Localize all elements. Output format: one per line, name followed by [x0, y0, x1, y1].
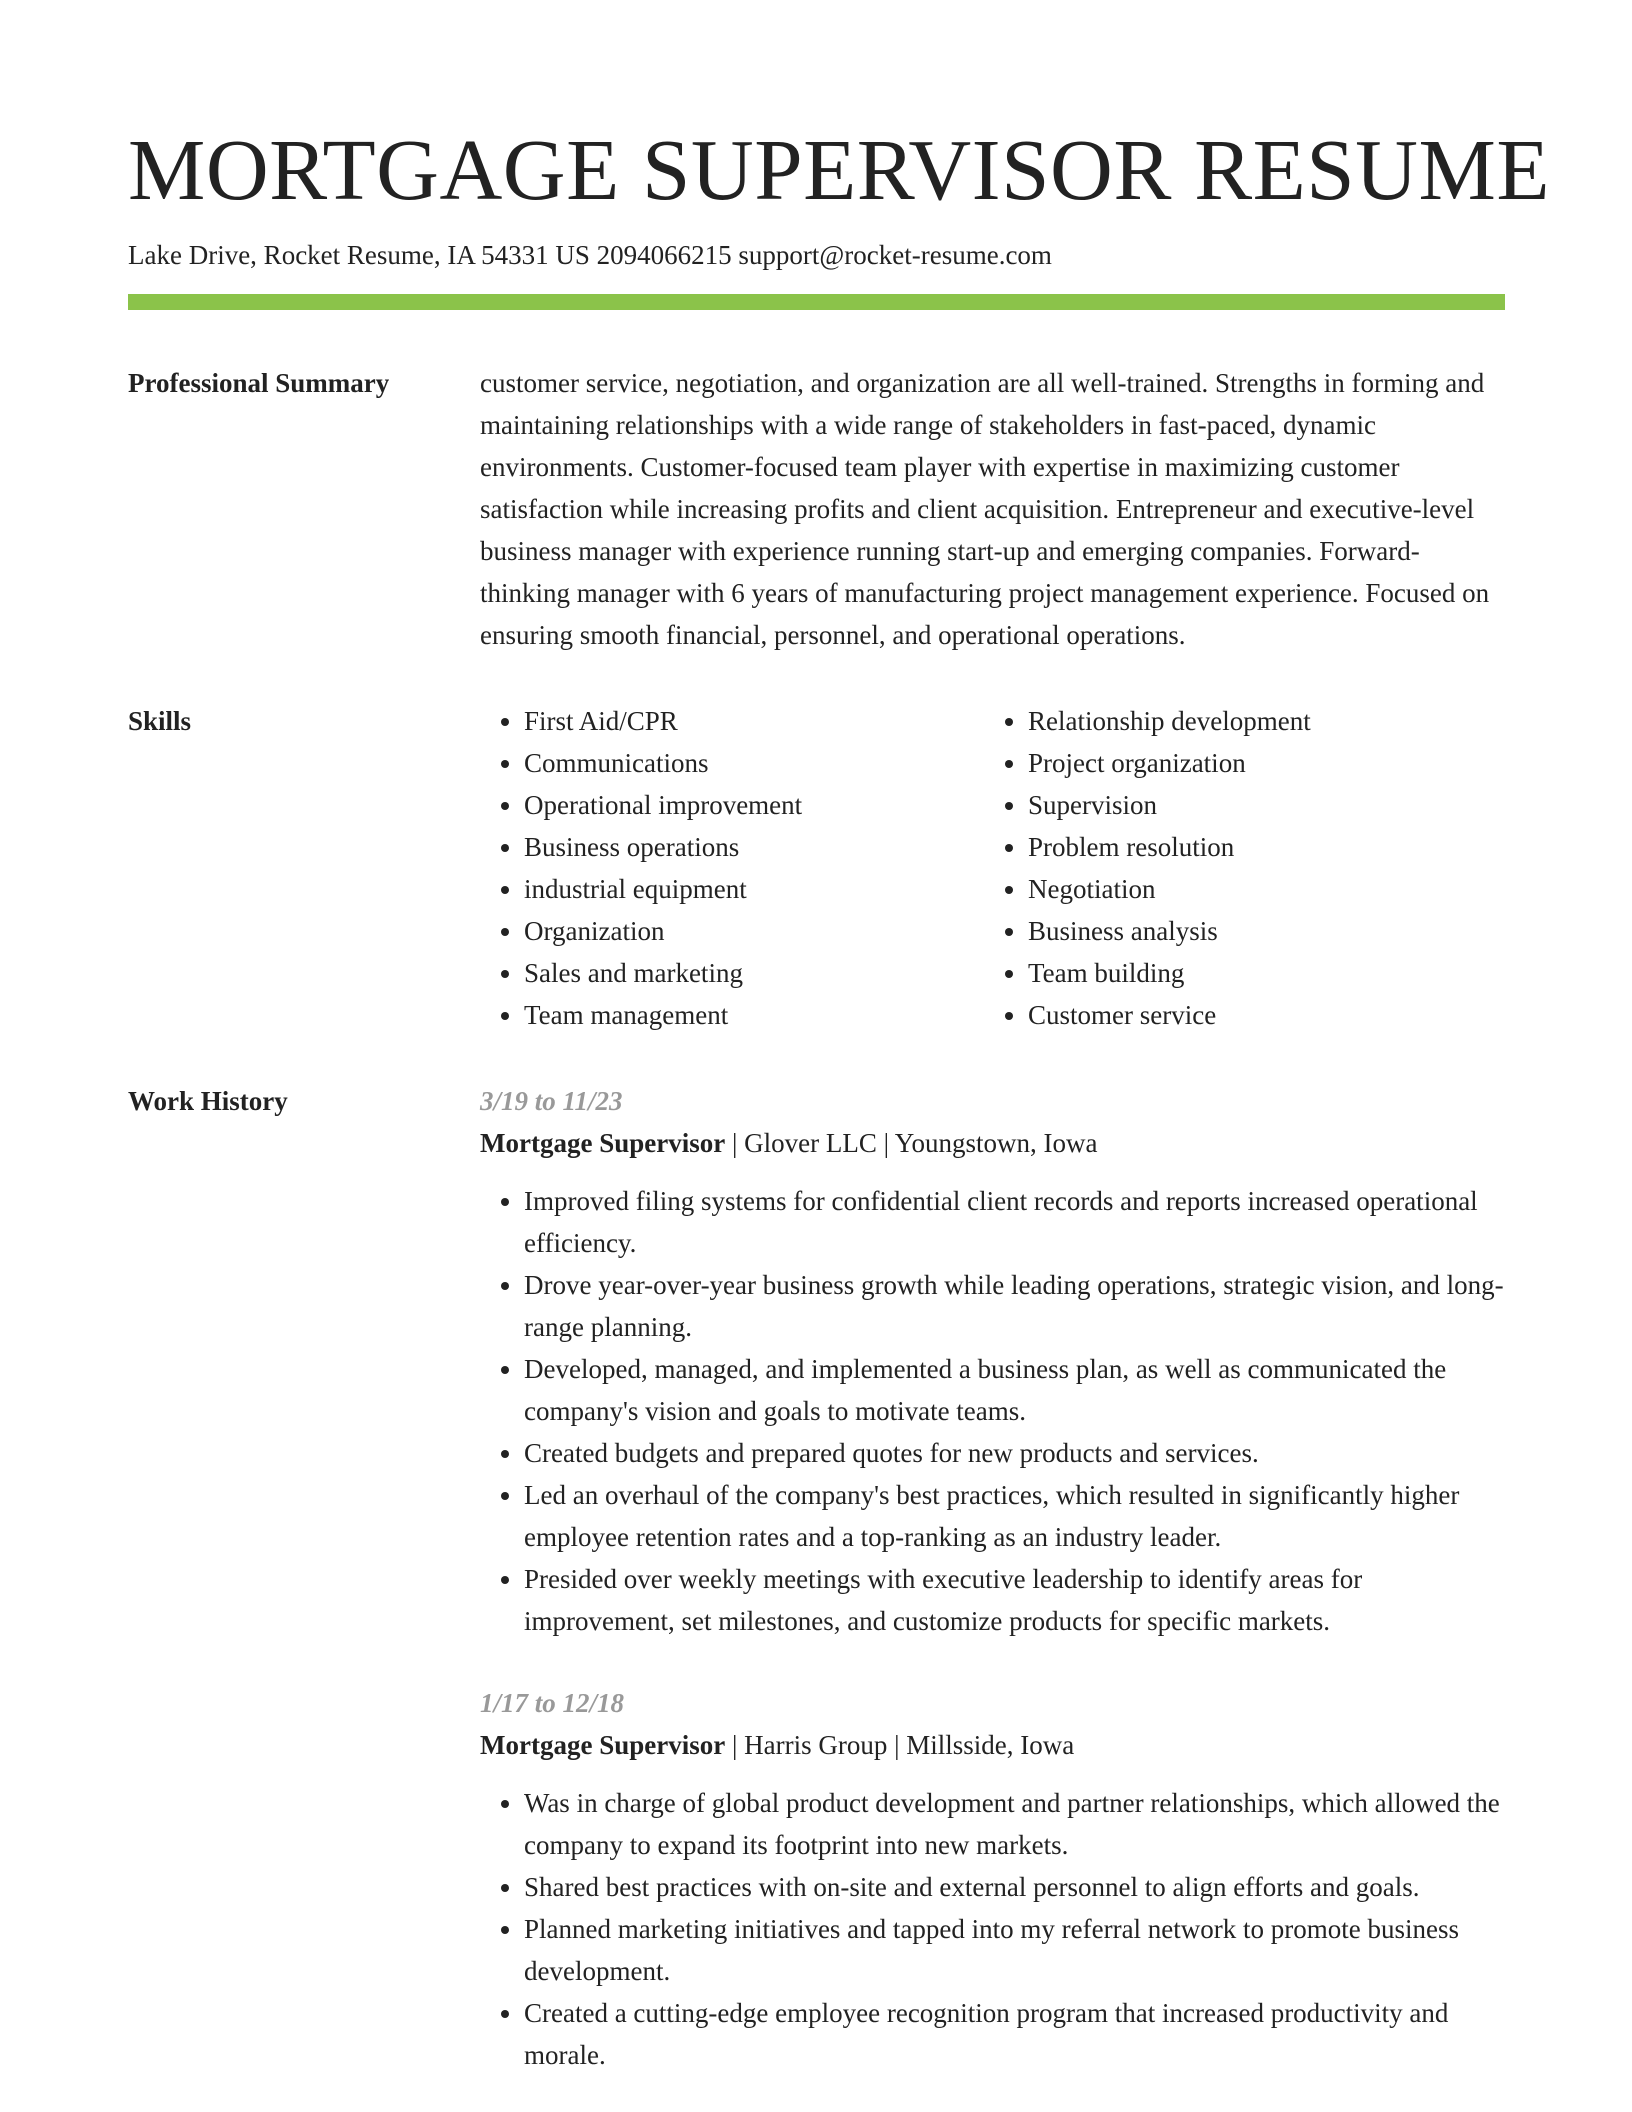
summary-heading: Professional Summary — [128, 368, 390, 398]
skill-item: • Operational improvement — [524, 784, 984, 826]
job-title: Mortgage Supervisor — [480, 1730, 726, 1760]
job-bullet: • Created a cutting-edge employee recognition program that increased productivity and morale. — [524, 1992, 1505, 2076]
skills-body — [480, 700, 1505, 1036]
skill-item: • Problem resolution — [1028, 826, 1505, 868]
accent-divider — [128, 294, 1505, 310]
skill-item: • Supervision — [1028, 784, 1505, 826]
skill-item: • Team management — [524, 994, 984, 1036]
job-bullet: • Improved filing systems for confidential client records and reports increased operational efficiency. — [524, 1180, 1505, 1264]
skills-column-2 — [984, 700, 1505, 1036]
skill-item: • First Aid/CPR — [524, 700, 984, 742]
job-location: Youngstown, Iowa — [894, 1128, 1098, 1158]
contact-line: Lake Drive, Rocket Resume, IA 54331 US 2094066215 support@rocket-resume.com — [128, 240, 1052, 270]
job-company: Harris Group — [744, 1730, 888, 1760]
job-dates: 3/19 to 11/23 — [480, 1086, 623, 1116]
skills-column-1 — [480, 700, 984, 1036]
job-separator: | — [725, 1730, 745, 1760]
job-bullet: • Planned marketing initiatives and tapped into my referral network to promote business development. — [524, 1908, 1505, 1992]
resume-page — [128, 0, 1550, 2076]
job-title: Mortgage Supervisor — [480, 1128, 726, 1158]
job-dates: 1/17 to 12/18 — [480, 1688, 625, 1718]
work-history-section — [128, 1080, 1505, 2076]
skill-item: • Organization — [524, 910, 984, 952]
job-company: Glover LLC — [744, 1128, 877, 1158]
job-bullet-list — [480, 1180, 1505, 1642]
skill-item: • Customer service — [1028, 994, 1505, 1036]
skill-item: • Project organization — [1028, 742, 1505, 784]
work-history-heading: Work History — [128, 1086, 288, 1116]
skill-item: • industrial equipment — [524, 868, 984, 910]
skill-item: • Negotiation — [1028, 868, 1505, 910]
job-bullet: • Was in charge of global product development and partner relationships, which allowed the company to expand its footprint into new markets. — [524, 1782, 1505, 1866]
job-separator: | — [887, 1730, 907, 1760]
job-bullet: • Developed, managed, and implemented a business plan, as well as communicated the company's vision and goals to motivate teams. — [524, 1348, 1505, 1432]
job-bullet-list — [480, 1782, 1505, 2076]
job-bullet: • Shared best practices with on-site and external personnel to align efforts and goals. — [524, 1866, 1505, 1908]
skills-heading: Skills — [128, 706, 192, 736]
resume-title: MORTGAGE SUPERVISOR RESUME — [128, 121, 1550, 218]
skill-item: • Business analysis — [1028, 910, 1505, 952]
skills-section — [128, 700, 1505, 1036]
summary-section — [128, 362, 1505, 656]
skill-item: • Relationship development — [1028, 700, 1505, 742]
skill-item: • Sales and marketing — [524, 952, 984, 994]
job-position-line — [480, 1122, 1505, 1164]
job-position-line — [480, 1724, 1505, 1766]
job-bullet: • Led an overhaul of the company's best practices, which resulted in significantly higher employee retention rates and a top-ranking as an industry leader. — [524, 1474, 1505, 1558]
skill-item: • Business operations — [524, 826, 984, 868]
skill-item: • Communications — [524, 742, 984, 784]
job-entry — [480, 1682, 1505, 2076]
job-location: Millsside, Iowa — [906, 1730, 1075, 1760]
job-separator: | — [725, 1128, 745, 1158]
job-separator: | — [876, 1128, 895, 1158]
skill-item: • Team building — [1028, 952, 1505, 994]
job-bullet: • Presided over weekly meetings with executive leadership to identify areas for improvement, set milestones, and customize products for specific markets. — [524, 1558, 1505, 1642]
job-bullet: • Created budgets and prepared quotes for new products and services. — [524, 1432, 1505, 1474]
summary-body — [480, 362, 1505, 656]
work-history-body — [480, 1080, 1505, 2076]
summary-text: customer service, negotiation, and organization are all well-trained. Strengths in forming and maintaining relationships with a wide range of stakeholders in fast-paced, dynamic environments. Customer-focused team player with expertise in maximizing customer satisfaction while increasing profits and client acquisition. Entrepreneur and executive-level business manager with experience running start-up and emerging companies. Forward-thinking manager with 6 years of manufacturing project management experience. Focused on ensuring smooth financial, personnel, and operational operations. — [480, 368, 1490, 650]
job-bullet: • Drove year-over-year business growth while leading operations, strategic vision, and long-range planning. — [524, 1264, 1505, 1348]
job-entry — [480, 1080, 1505, 1642]
